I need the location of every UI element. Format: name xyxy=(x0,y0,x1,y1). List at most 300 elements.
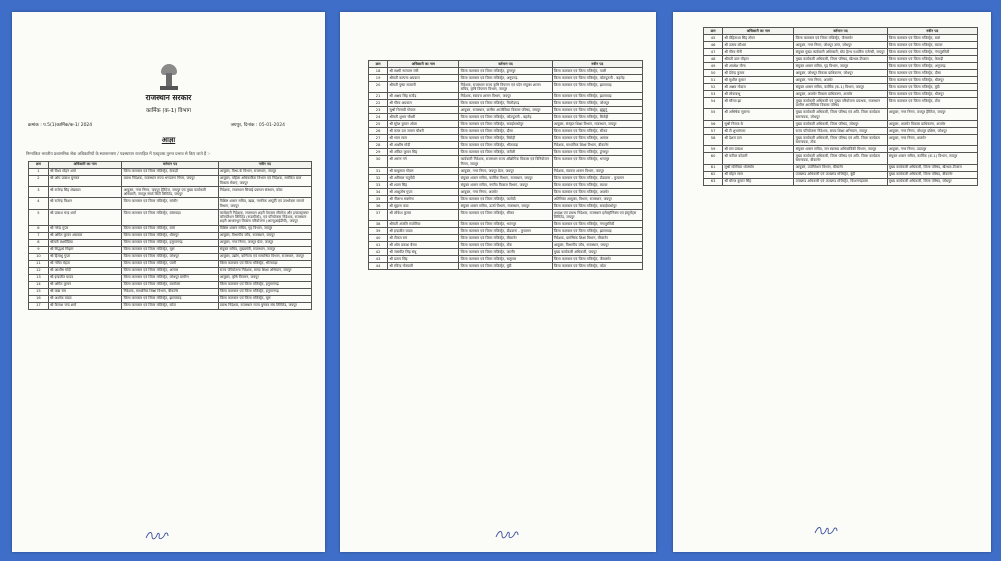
cell-new-post: निदेशक, राजस्थान सिंचाई प्रबन्धन संस्थान, कोटा xyxy=(218,186,311,197)
cell-officer-name: श्री प्रताप सिंह xyxy=(388,256,459,263)
cell-serial: 42 xyxy=(369,249,388,256)
cell-officer-name: श्री नमित मेहता xyxy=(48,260,122,267)
cell-serial: 5 xyxy=(29,209,49,225)
cell-officer-name: श्री भंवर लाल xyxy=(388,135,459,142)
cell-officer-name: श्री अमित कुमार अग्रवाल xyxy=(48,232,122,239)
cell-new-post: जिला कलक्टर एवं जिला मजिस्ट्रेट, डूंगरपुर xyxy=(552,149,642,156)
cell-officer-name: श्री अक्षय गोदारा xyxy=(723,84,794,91)
transfer-table-3 xyxy=(703,27,978,186)
table-row xyxy=(704,109,978,120)
cell-serial: 21 xyxy=(369,93,388,100)
table-row xyxy=(704,153,978,164)
cell-current-post: जिला कलक्टर एवं जिला मजिस्ट्रेट, डीडवाना - कुचामन xyxy=(459,228,552,235)
cell-serial: 57 xyxy=(704,127,723,134)
table-row xyxy=(704,70,978,77)
cell-current-post: संयुक्त मुख्य कार्यकारी अधिकारी, स्टेट हैल्थ एश्योरेंस एजेन्सी, जयपुर xyxy=(794,49,887,56)
cell-new-post: जिला कलक्टर एवं जिला मजिस्ट्रेट, कोटपूतली - बहरोड़ xyxy=(552,75,642,82)
cell-current-post: मुख्य कार्यकारी अधिकारी, जिला परिषद एवं अति. जिला कार्यक्रम समन्वयक, जोधपुर xyxy=(794,109,887,120)
cell-serial: 43 xyxy=(369,256,388,263)
cell-officer-name: श्री इन्द्रजीत यादव xyxy=(48,274,122,281)
table-row xyxy=(369,167,643,174)
cell-new-post: जिला कलक्टर एवं जिला मजिस्ट्रेट, सीकर xyxy=(552,128,642,135)
cell-new-post: जिला कलक्टर एवं जिला मजिस्ट्रेट, भरतपुर xyxy=(552,156,642,167)
table-row xyxy=(369,100,643,107)
cell-new-post: प्रबन्ध निदेशक, राजस्थान राज्य बुनकर संघ लिमिटेड, जयपुर xyxy=(218,302,311,309)
cell-new-post: निदेशक, प्रारम्भिक शिक्षा विभाग, बीकानेर xyxy=(552,235,642,242)
col-officer-name: अधिकारी का नाम xyxy=(388,61,459,68)
cell-officer-name: श्री जसमीत सिंह संधू xyxy=(388,249,459,256)
cell-serial: 45 xyxy=(704,35,723,42)
table-row xyxy=(369,149,643,156)
cell-officer-name: श्री सिद्धार्थ सिहाग xyxy=(48,246,122,253)
state-emblem-icon xyxy=(157,64,181,90)
cell-serial: 52 xyxy=(704,84,723,91)
cell-officer-name: श्री उत्सव कौशल xyxy=(723,42,794,49)
cell-new-post: आयुक्त, उद्योग, वाणिज्य एवं सम्बन्धित विभाग, राजस्थान, जयपुर xyxy=(218,253,311,260)
reference-row xyxy=(28,122,285,128)
cell-officer-name: श्री आशुतोष गुप्ता xyxy=(388,188,459,195)
table-row xyxy=(29,281,312,288)
signature xyxy=(813,522,839,535)
order-title: आज्ञा xyxy=(161,136,176,144)
col-serial: क्रम xyxy=(704,28,723,35)
cell-serial: 54 xyxy=(704,98,723,109)
cell-officer-name: श्री देवेन्द्र कुमार xyxy=(723,70,794,77)
cell-serial: 55 xyxy=(704,109,723,120)
cell-new-post: जिला कलक्टर एवं जिला मजिस्ट्रेट, सिरोही xyxy=(552,114,642,121)
col-serial: क्रम xyxy=(369,61,388,68)
cell-new-post: आयुक्त, नगर निगम, जयपुर ग्रेटर, जयपुर xyxy=(218,239,311,246)
cell-new-post: आयुक्त, संस्कृत शिक्षा विभाग, राजस्थान, जयपुर xyxy=(552,121,642,128)
table-row xyxy=(704,134,978,145)
cell-officer-name: श्री श्याम सिंह xyxy=(388,181,459,188)
cell-current-post: निदेशक, माध्यमिक शिक्षा विभाग, बीकानेर xyxy=(122,288,218,295)
order-page-2 xyxy=(340,12,656,552)
cell-officer-name: श्री सौम्या झा xyxy=(723,98,794,109)
cell-officer-name: श्री अक्षय सिंह राठौड़ xyxy=(388,93,459,100)
cell-new-post: आयुक्त, विभागीय जाँच, राजस्थान, जयपुर xyxy=(218,232,311,239)
cell-current-post: उपखण्ड अधिकारी एवं उपखण्ड मजिस्ट्रेट, बूंदी xyxy=(794,171,887,178)
cell-officer-name: श्री अरुण गर्ग xyxy=(388,156,459,167)
col-current-post: वर्तमान पद xyxy=(122,161,218,168)
cell-current-post: जिला कलक्टर एवं जिला मजिस्ट्रेट, दौसा xyxy=(459,128,552,135)
cell-officer-name: श्री अवधेश मीना xyxy=(723,63,794,70)
cell-officer-name: श्री कैलाश चन्द शर्मा xyxy=(48,302,122,309)
table-row xyxy=(704,127,978,134)
cell-officer-name: श्रीमती अंजलि राजोरिया xyxy=(388,221,459,228)
cell-current-post: आयुक्त, नगर निगम, जयपुर हैरिटेज, जयपुर एवं मुख्य कार्यकारी अधिकारी, जयपुर स्मार्ट सिटी लिमिटेड, जयपुर xyxy=(122,186,218,197)
table-row xyxy=(29,253,312,260)
table-row xyxy=(29,288,312,295)
cell-serial: 36 xyxy=(369,202,388,209)
table-row xyxy=(369,235,643,242)
table-row xyxy=(369,209,643,220)
cell-current-post: संयुक्त शासन सचिव, नगरीय विकास विभाग, जयपुर xyxy=(459,181,552,188)
cell-new-post: जिला कलक्टर एवं जिला मजिस्ट्रेट, हनुमानगढ़ xyxy=(218,288,311,295)
cell-officer-name: श्री मोहन लाल xyxy=(723,171,794,178)
cell-current-post: जिला कलक्टर एवं जिला मजिस्ट्रेट, सलूम्बर xyxy=(459,256,552,263)
cell-serial: 20 xyxy=(369,82,388,93)
table-row xyxy=(704,120,978,127)
cell-current-post: जिला कलक्टर एवं जिला मजिस्ट्रेट, फलोदी xyxy=(459,195,552,202)
table-row xyxy=(704,77,978,84)
cell-new-post: जिला कलक्टर एवं जिला मजिस्ट्रेट, अलवर xyxy=(552,135,642,142)
cell-current-post: जिला कलक्टर एवं जिला मजिस्ट्रेट, अलवर xyxy=(122,267,218,274)
department-name: कार्मिक (क-1) विभाग xyxy=(146,108,191,114)
cell-serial: 4 xyxy=(29,198,49,209)
cell-current-post: जिला कलक्टर एवं जिला मजिस्ट्रेट, कोटपूतली - बहरोड़ xyxy=(459,114,552,121)
cell-new-post: विशिष्ट शासन सचिव, खाद्य, नागरिक आपूर्ति एवं उपभोक्ता मामले विभाग, जयपुर xyxy=(218,198,311,209)
cell-current-post: जिला कलक्टर एवं जिला मजिस्ट्रेट, हनुमानगढ़ xyxy=(122,239,218,246)
cell-serial: 56 xyxy=(704,120,723,127)
table-row xyxy=(704,98,978,109)
table-row xyxy=(29,209,312,225)
cell-serial: 27 xyxy=(369,135,388,142)
cell-officer-name: श्री राजेन्द्र किशन xyxy=(48,198,122,209)
cell-serial: 58 xyxy=(704,134,723,145)
cell-new-post: आयुक्त, नगर निगम, अजमेर xyxy=(887,134,977,145)
cell-new-post: जिला कलक्टर एवं जिला मजिस्ट्रेट, दौसा xyxy=(887,70,977,77)
table-row xyxy=(29,260,312,267)
cell-serial: 40 xyxy=(369,235,388,242)
cell-serial: 11 xyxy=(29,260,49,267)
reference-number: क्रमांक : प.5(1)कार्मिक/क-1/ 2024 xyxy=(28,123,93,128)
cell-serial: 44 xyxy=(369,263,388,270)
table-row xyxy=(704,84,978,91)
cell-officer-name: श्री विश्व मोहन शर्मा xyxy=(48,168,122,175)
cell-serial: 47 xyxy=(704,49,723,56)
cell-new-post: आयुक्त, विभागीय जाँच, राजस्थान, जयपुर xyxy=(552,242,642,249)
cell-new-post: मुख्य कार्यकारी अधिकारी, जिला परिषद, जोधपुर xyxy=(887,178,977,185)
col-current-post: वर्तमान पद xyxy=(459,61,552,68)
table-row xyxy=(369,242,643,249)
cell-new-post: जिला कलक्टर एवं जिला मजिस्ट्रेट, बारां xyxy=(887,35,977,42)
cell-current-post: संयुक्त शासन सचिव, ऊर्जा विभाग, राजस्थान, जयपुर xyxy=(459,202,552,209)
cell-officer-name: श्रीमती शुभम चौधरी xyxy=(388,114,459,121)
cell-serial: 25 xyxy=(369,121,388,128)
cell-officer-name: श्री टीकम राम xyxy=(388,235,459,242)
cell-new-post: जिला कलक्टर एवं जिला मजिस्ट्रेट, भीलवाड़ा xyxy=(218,260,311,267)
cell-current-post: जिला कलक्टर एवं जिला मजिस्ट्रेट, चूरू xyxy=(122,246,218,253)
cell-officer-name: श्री टी शुभमंगला xyxy=(723,127,794,134)
cell-new-post: जिला कलक्टर एवं जिला मजिस्ट्रेट, डीडवाना - कुचामन xyxy=(552,174,642,181)
table-row xyxy=(29,198,312,209)
cell-serial: 7 xyxy=(29,232,49,239)
cell-current-post: मुख्य कार्यकारी अधिकारी, जिला परिषद, जोधपुर xyxy=(794,120,887,127)
cell-serial: 29 xyxy=(369,149,388,156)
cell-officer-name: श्री कमर उल जमान चौधरी xyxy=(388,128,459,135)
table-row xyxy=(704,164,978,171)
col-current-post: वर्तमान पद xyxy=(794,28,887,35)
cell-serial: 48 xyxy=(704,56,723,63)
col-officer-name: अधिकारी का नाम xyxy=(723,28,794,35)
cell-new-post: जिला कलक्टर एवं जिला मजिस्ट्रेट, जैसलमेर xyxy=(552,256,642,263)
cell-serial: 15 xyxy=(29,288,49,295)
cell-officer-name: श्री प्रकाश चन्द्र शर्मा xyxy=(48,209,122,225)
cell-new-post: जिला कलक्टर एवं जिला मजिस्ट्रेट, झालावाड़ xyxy=(552,82,642,93)
cell-new-post: जिला कलक्टर एवं जिला मजिस्ट्रेट, टोंक xyxy=(887,98,977,109)
cell-officer-name: श्री अंकित कुमार सिंह xyxy=(388,149,459,156)
cell-new-post: संयुक्त शासन सचिव, कार्मिक (क-1) विभाग, जयपुर xyxy=(887,153,977,164)
cell-current-post: संयुक्त शासन सचिव, कार्मिक (क-1) विभाग, जयपुर xyxy=(794,84,887,91)
table-row xyxy=(369,181,643,188)
cell-serial: 8 xyxy=(29,239,49,246)
cell-serial: 49 xyxy=(704,63,723,70)
table-row xyxy=(704,63,978,70)
cell-current-post: आयुक्त, जोधपुर विकास प्राधिकरण, जोधपुर xyxy=(794,70,887,77)
table-row xyxy=(704,178,978,185)
cell-serial: 33 xyxy=(369,181,388,188)
cell-officer-name: सुश्री मल्लिका थोक्चोम xyxy=(723,164,794,171)
cell-current-post: जिला कलक्टर एवं जिला मजिस्ट्रेट, जैसलमेर xyxy=(794,35,887,42)
cell-current-post: जिला कलक्टर एवं जिला मजिस्ट्रेट, कोटा xyxy=(122,302,218,309)
cell-new-post: जिला कलक्टर एवं जिला मजिस्ट्रेट, झालावाड़ xyxy=(552,228,642,235)
table-row xyxy=(29,239,312,246)
cell-new-post: आयुक्त, नगर निगम, जयपुर हैरिटेज, जयपुर xyxy=(887,109,977,120)
cell-current-post: जिला कलक्टर एवं जिला मजिस्ट्रेट, सवाईमाधोपुर xyxy=(459,121,552,128)
cell-serial: 28 xyxy=(369,142,388,149)
cell-officer-name: श्री अमित कुमार xyxy=(48,281,122,288)
cell-officer-name: श्री आशीष मोदी xyxy=(48,267,122,274)
cell-serial: 2 xyxy=(29,175,49,186)
table-row xyxy=(369,142,643,149)
cell-current-post: जिला कलक्टर एवं जिला मजिस्ट्रेट, डूंगरपुर xyxy=(459,68,552,75)
cell-serial: 53 xyxy=(704,91,723,98)
col-serial: क्रम xyxy=(29,161,49,168)
table-row xyxy=(369,68,643,75)
cell-new-post: जिला कलक्टर एवं जिला मजिस्ट्रेट, हनुमानगढ़ xyxy=(218,281,311,288)
cell-current-post: आयुक्त, नगर निगम, जोधपुर उत्तर, जोधपुर xyxy=(794,42,887,49)
cell-serial: 26 xyxy=(369,128,388,135)
cell-new-post: जिला कलक्टर एवं जिला मजिस्ट्रेट, केकड़ी xyxy=(887,56,977,63)
col-new-post: नवीन पद xyxy=(218,161,311,168)
cell-officer-name: सुश्री निराज के xyxy=(723,120,794,127)
cell-serial: 60 xyxy=(704,153,723,164)
cell-new-post: जिला कलक्टर एवं जिला मजिस्ट्रेट, ब्यावर xyxy=(552,181,642,188)
cell-serial: 62 xyxy=(704,171,723,178)
cell-current-post: मुख्य कार्यकारी अधिकारी, जिला परिषद एवं अति. जिला कार्यक्रम समन्वयक, बीकानेर xyxy=(794,153,887,164)
table-header-row xyxy=(369,61,643,68)
cell-new-post: मुख्य कार्यकारी अधिकारी, जयपुर xyxy=(552,249,642,256)
cell-current-post: जिला कलक्टर एवं जिला मजिस्ट्रेट, बीकानेर xyxy=(459,235,552,242)
cell-serial: 38 xyxy=(369,221,388,228)
cell-officer-name: श्री नरेन्द्र गुप्ता xyxy=(48,225,122,232)
table-row xyxy=(29,302,312,309)
table-row xyxy=(704,49,978,56)
table-header-row xyxy=(704,28,978,35)
cell-officer-name: श्री लक्ष्मी नारायण मंत्री xyxy=(388,68,459,75)
cell-current-post: जिला कलक्टर एवं जिला मजिस्ट्रेट, झालावाड़ xyxy=(122,295,218,302)
cell-new-post: जिला कलक्टर एवं जिला मजिस्ट्रेट, अनूपगढ़ xyxy=(887,63,977,70)
table-row xyxy=(369,228,643,235)
cell-officer-name: श्री कपिल कोठारी xyxy=(723,153,794,164)
cell-new-post: निदेशक, माध्यमिक शिक्षा विभाग, बीकानेर xyxy=(552,142,642,149)
cell-current-post: मुख्य कार्यकारी अधिकारी, जिला परिषद, खैरथल-तिजारा xyxy=(794,56,887,63)
cell-current-post: संयुक्त शासन सचिव, कार्मिक विभाग, राजस्थान, जयपुर xyxy=(459,174,552,181)
table-row xyxy=(369,195,643,202)
table-row xyxy=(369,221,643,228)
cell-serial: 32 xyxy=(369,174,388,181)
cell-officer-name: श्री नीलाभ सक्सेना xyxy=(388,195,459,202)
cell-officer-name: श्री रविन्द्र गोस्वामी xyxy=(388,263,459,270)
table-header-row xyxy=(29,161,312,168)
table-row xyxy=(29,232,312,239)
cell-serial: 16 xyxy=(29,295,49,302)
cell-new-post: जिला कलक्टर एवं जिला मजिस्ट्रेट, ब्यावर xyxy=(887,42,977,49)
order-intro: निम्नांकित भारतीय प्रशासनिक सेवा अधिकारियों के स्थानान्तरण / पदस्थापन राज्यहित में एतद्द्वारा तुरन्त प्रभाव से किए जाते हैं :- xyxy=(26,151,211,156)
table-row xyxy=(29,274,312,281)
cell-officer-name: श्री बाबूलाल गोयल xyxy=(388,167,459,174)
cell-officer-name: श्री आशीष मोदी xyxy=(388,142,459,149)
table-row xyxy=(704,91,978,98)
table-row xyxy=(369,256,643,263)
cell-serial: 14 xyxy=(29,281,49,288)
cell-current-post: निदेशक, स्वायत्त शासन विभाग, जयपुर xyxy=(459,93,552,100)
cell-current-post: जिला कलक्टर एवं जिला मजिस्ट्रेट, पाली xyxy=(122,260,218,267)
cell-officer-name: श्री गौरव अग्रवाल xyxy=(388,100,459,107)
col-new-post: नवीन पद xyxy=(552,61,642,68)
cell-officer-name: श्री सुरेश कुमार ओला xyxy=(388,121,459,128)
table-row xyxy=(704,171,978,178)
cell-new-post: आयुक्त, नगर निगम, उदयपुर xyxy=(887,146,977,153)
cell-current-post: आयुक्त, अजमेर विकास प्राधिकरण, अजमेर xyxy=(794,91,887,98)
cell-current-post: संयुक्त शासन सचिव, जन स्वास्थ्य अभियांत्रिकी विभाग, जयपुर xyxy=(794,146,887,153)
cell-current-post: जिला कलक्टर एवं जिला मजिस्ट्रेट, बांसवाड़ा xyxy=(122,209,218,225)
table-row xyxy=(369,82,643,93)
signature xyxy=(494,526,520,539)
cell-current-post: निदेशक, राजस्थान राज्य कृषि विपणन एवं पदेन संयुक्त शासन सचिव, कृषि विपणन विभाग, जयपुर xyxy=(459,82,552,93)
cell-current-post: राज्य परियोजना निदेशक, समग्र शिक्षा अभियान, जयपुर xyxy=(794,127,887,134)
cell-officer-name: श्री सुहास काव xyxy=(388,202,459,209)
table-row xyxy=(369,107,643,114)
cell-serial: 31 xyxy=(369,167,388,174)
table-row xyxy=(29,186,312,197)
cell-officer-name: सुश्री चिन्मयी गोपाल xyxy=(388,107,459,114)
cell-serial: 59 xyxy=(704,146,723,153)
cell-serial: 30 xyxy=(369,156,388,167)
table-row xyxy=(369,128,643,135)
cell-current-post: जिला कलक्टर एवं जिला मजिस्ट्रेट, अनूपगढ़ xyxy=(459,75,552,82)
cell-serial: 63 xyxy=(704,178,723,185)
table-row xyxy=(704,35,978,42)
table-row xyxy=(29,175,312,186)
cell-current-post: जिला कलक्टर एवं जिला मजिस्ट्रेट, करौली xyxy=(459,149,552,156)
cell-officer-name: श्री देशल दान xyxy=(723,134,794,145)
table-row xyxy=(29,168,312,175)
cell-officer-name: श्री अशोक यादव xyxy=(48,295,122,302)
cell-officer-name: श्री गौरव सैनी xyxy=(723,49,794,56)
table-row xyxy=(704,42,978,49)
cell-serial: 6 xyxy=(29,225,49,232)
cell-new-post: आयुक्त, महिला अधिकारिता विभाग एवं निदेशक, समेकित बाल विकास सेवाएं, जयपुर xyxy=(218,175,311,186)
cell-officer-name: श्री इन्द्रजीत यादव xyxy=(388,228,459,235)
cell-serial: 1 xyxy=(29,168,49,175)
cell-officer-name: श्री ओम प्रकाश बुनकर xyxy=(48,175,122,186)
cell-serial: 37 xyxy=(369,209,388,220)
table-row xyxy=(369,114,643,121)
cell-current-post: जिला कलक्टर एवं जिला मजिस्ट्रेट, धौलपुर xyxy=(122,232,218,239)
cell-current-post: जिला कलक्टर एवं जिला मजिस्ट्रेट, सांचौर xyxy=(122,198,218,209)
table-row xyxy=(29,225,312,232)
cell-officer-name: श्री राम प्रकाश xyxy=(723,146,794,153)
table-row xyxy=(369,135,643,142)
cell-new-post: अध्यक्ष एवं प्रबन्ध निदेशक, राजस्थान इलेक्ट्रॉनिक्स एवं इंस्ट्रूमेंट्स लिमिटेड, जयपुर xyxy=(552,209,642,220)
table-row xyxy=(369,202,643,209)
cell-current-post: आयुक्त, राजस्थान, ग्रामीण आजीविका विकास परिषद, जयपुर xyxy=(459,107,552,114)
place-date: जयपुर, दिनांक : 05-01-2024 xyxy=(230,123,285,128)
cell-serial: 35 xyxy=(369,195,388,202)
cell-new-post: जिला कलक्टर एवं जिला मजिस्ट्रेट, झालावाड़ xyxy=(552,93,642,100)
cell-new-post: आयुक्त, कृषि विपणन, जयपुर xyxy=(218,274,311,281)
cell-new-post: राज्य परियोजना निदेशक, समग्र शिक्षा अभियान, जयपुर xyxy=(218,267,311,274)
cell-new-post: अतिरिक्त आयुक्त, विभाग, राजस्थान, जयपुर xyxy=(552,195,642,202)
cell-officer-name: श्री राजेन्द्र सिंह शेखावत xyxy=(48,186,122,197)
cell-current-post: जिला कलक्टर एवं जिला मजिस्ट्रेट, बालोतरा xyxy=(122,281,218,288)
table-row xyxy=(29,267,312,274)
table-row xyxy=(369,121,643,128)
cell-new-post: आयुक्त, अजमेर विकास प्राधिकरण, अजमेर xyxy=(887,120,977,127)
cell-officer-name: श्री लोकेश कुमार xyxy=(388,209,459,220)
cell-officer-name: श्री ओम प्रकाश बैरवा xyxy=(388,242,459,249)
cell-serial: 10 xyxy=(29,253,49,260)
cell-officer-name: श्री हिमांशु गुप्ता xyxy=(48,253,122,260)
cell-current-post: संयुक्त शासन सचिव, गृह विभाग, जयपुर xyxy=(794,63,887,70)
cell-new-post: जिला कलक्टर एवं जिला मजिस्ट्रेट, बूंदी xyxy=(887,84,977,91)
order-page-1 xyxy=(12,12,325,552)
cell-serial: 22 xyxy=(369,100,388,107)
cell-new-post: कार्यकारी निदेशक, राजस्थान शहरी पेयजल सीवरेज और इन्फ्रास्ट्रक्चर कॉरपोरेशन लिमिटेड (रूडसीको), एवं परियोजना निदेशक, राजस्थान शहरी आधारभूत विकास परियोजना (आरयूआईडीपी), जयपुर xyxy=(218,209,311,225)
cell-serial: 3 xyxy=(29,186,49,197)
cell-officer-name: श्री अभिषेक सुराणा xyxy=(723,109,794,120)
table-row xyxy=(369,263,643,270)
cell-new-post: जिला कलक्टर एवं जिला मजिस्ट्रेट, सवाईमाधोपुर xyxy=(552,202,642,209)
cell-current-post: कार्यकारी निदेशक, राजस्थान राज्य औद्योगिक विकास एवं विनियोजन निगम, जयपुर xyxy=(459,156,552,167)
cell-new-post: जिला कलक्टर एवं जिला मजिस्ट्रेट, झुंझुनूं xyxy=(552,107,642,114)
cell-current-post: मुख्य कार्यकारी अधिकारी एवं मुख्य परियोजना प्रबन्धक, राजस्थान ग्रामीण आजीविका विकास परिषद xyxy=(794,98,887,109)
cell-current-post: जिला कलक्टर एवं जिला मजिस्ट्रेट, भरतपुर xyxy=(459,221,552,228)
cell-current-post: जिला कलक्टर एवं जिला मजिस्ट्रेट, जोधपुर ग्रामीण xyxy=(122,274,218,281)
cell-new-post: जिला कलक्टर एवं जिला मजिस्ट्रेट, गंगापुरसिटी xyxy=(552,221,642,228)
cell-new-post: मुख्य कार्यकारी अधिकारी, जिला परिषद, बीकानेर xyxy=(887,171,977,178)
cell-serial: 41 xyxy=(369,242,388,249)
cell-current-post: जिला कलक्टर एवं जिला मजिस्ट्रेट, केकड़ी xyxy=(122,168,218,175)
cell-serial: 46 xyxy=(704,42,723,49)
table-row xyxy=(29,295,312,302)
col-officer-name: अधिकारी का नाम xyxy=(48,161,122,168)
cell-officer-name: श्रीमती पुष्पा सत्यानी xyxy=(388,82,459,93)
cell-officer-name: श्री कन्ना राम xyxy=(48,288,122,295)
table-row xyxy=(369,188,643,195)
cell-serial: 23 xyxy=(369,107,388,114)
cell-officer-name: श्री सुशील कुमार xyxy=(723,77,794,84)
cell-current-post: जिला कलक्टर एवं जिला मजिस्ट्रेट, बारां xyxy=(122,225,218,232)
table-row xyxy=(704,56,978,63)
table-row xyxy=(369,75,643,82)
cell-officer-name: श्री अविचल चतुर्वेदी xyxy=(388,174,459,181)
cell-current-post: जिला कलक्टर एवं जिला मजिस्ट्रेट, चित्तौड़गढ़ xyxy=(459,100,552,107)
cell-current-post: जिला कलक्टर एवं जिला मजिस्ट्रेट, बूंदी xyxy=(459,263,552,270)
table-row xyxy=(369,249,643,256)
cell-serial: 50 xyxy=(704,70,723,77)
cell-officer-name: श्री धीरज कुमार सिंह xyxy=(723,178,794,185)
cell-current-post: आयुक्त, नगर निगम, अजमेर xyxy=(459,188,552,195)
cell-new-post: जिला कलक्टर एवं जिला मजिस्ट्रेट, अजमेर xyxy=(552,188,642,195)
cell-current-post: आयुक्त, नगर निगम, जयपुर ग्रेटर, जयपुर xyxy=(459,167,552,174)
cell-serial: 13 xyxy=(29,274,49,281)
cell-current-post: जिला कलक्टर एवं जिला मजिस्ट्रेट, सिरोही xyxy=(459,135,552,142)
table-row xyxy=(369,174,643,181)
cell-new-post: विशिष्ट शासन सचिव, गृह विभाग, जयपुर xyxy=(218,225,311,232)
